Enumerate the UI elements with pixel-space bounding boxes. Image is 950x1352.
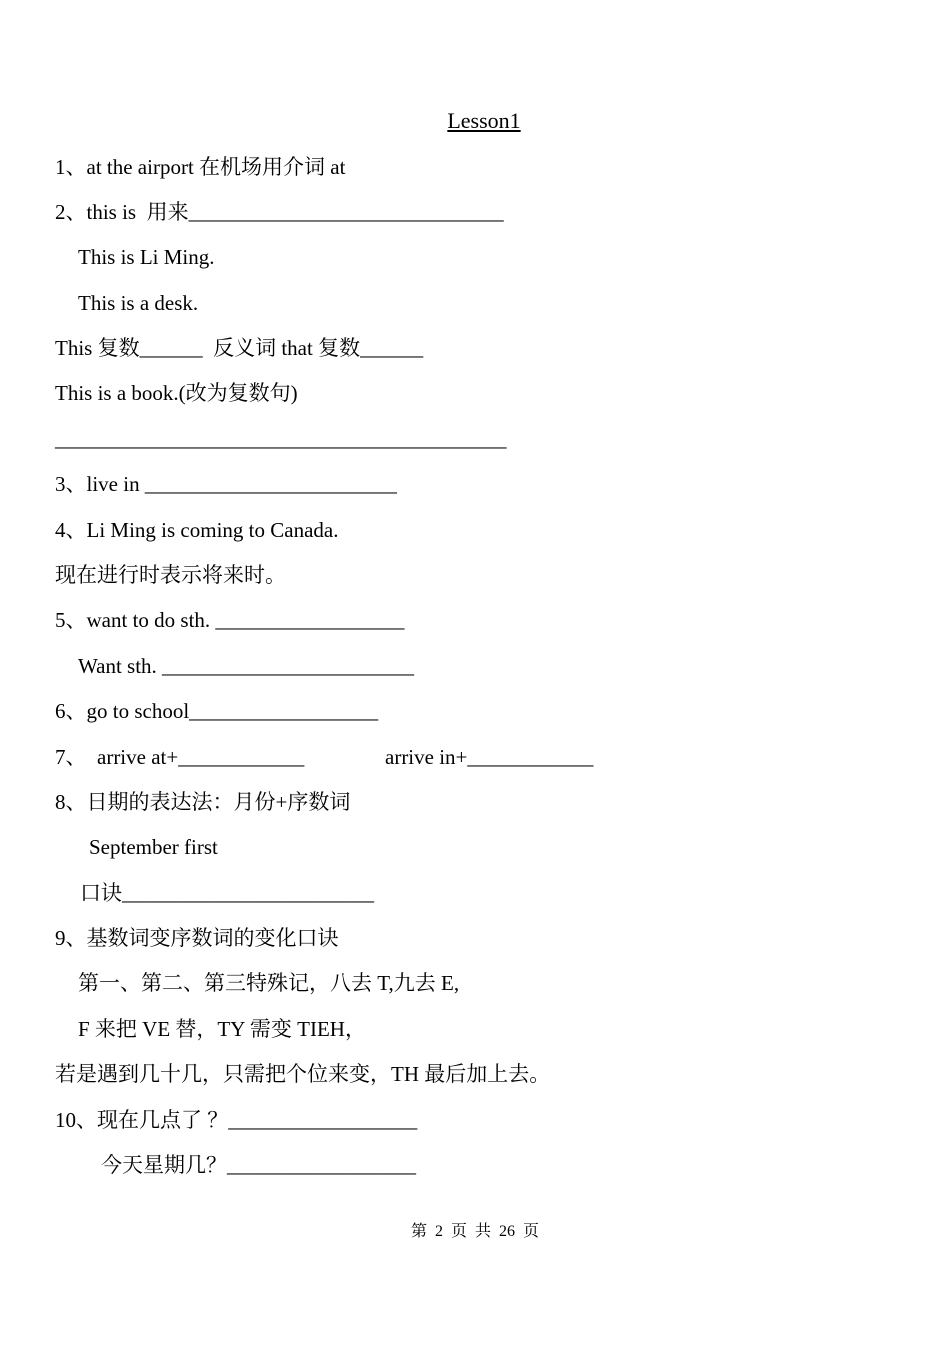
item-4: 4、Li Ming is coming to Canada. [55,518,339,542]
item-2-exercise: This is a book.(改为复数句) [55,381,298,405]
item-8-mnemonic: 口诀________________________ [80,881,374,905]
item-2-example-1: This is Li Ming. [78,245,215,269]
item-1: 1、at the airport 在机场用介词 at [55,155,346,179]
item-10-sub: 今天星期几？__________________ [101,1153,416,1177]
lesson-title: Lesson1 [447,108,521,133]
item-2: 2、this is 用来______________________________ [55,200,504,224]
item-9: 9、基数词变序数词的变化口诀 [55,926,339,950]
item-2-plural: This 复数______ 反义词 that 复数______ [55,336,424,360]
item-9-rule-3: 若是遇到几十几，只需把个位来变，TH 最后加上去。 [55,1062,551,1086]
item-10: 10、现在几点了 ？__________________ [55,1108,418,1132]
item-8-example: September first [89,835,218,859]
item-2-answer-blank: ___________________________________________ [55,427,507,451]
item-8: 8、日期的表达法：月份+序数词 [55,790,351,814]
item-3: 3、live in ________________________ [55,472,397,496]
item-7-a: 7、 arrive at+____________ [55,745,305,769]
item-2-example-2: This is a desk. [78,291,199,315]
item-9-rule-1: 第一、第二、第三特殊记，八去 T,九去 E, [78,971,460,995]
item-5: 5、want to do sth. __________________ [55,608,405,632]
item-4-note: 现在进行时表示将来时。 [55,563,286,587]
item-6: 6、go to school__________________ [55,699,379,723]
item-5-sub: Want sth. ________________________ [78,654,415,678]
page-number-footer: 第 2 页 共 26 页 [410,1223,539,1240]
item-7-b: arrive in+____________ [385,745,594,769]
item-9-rule-2: F 来把 VE 替，TY 需变 TIEH， [78,1017,366,1041]
